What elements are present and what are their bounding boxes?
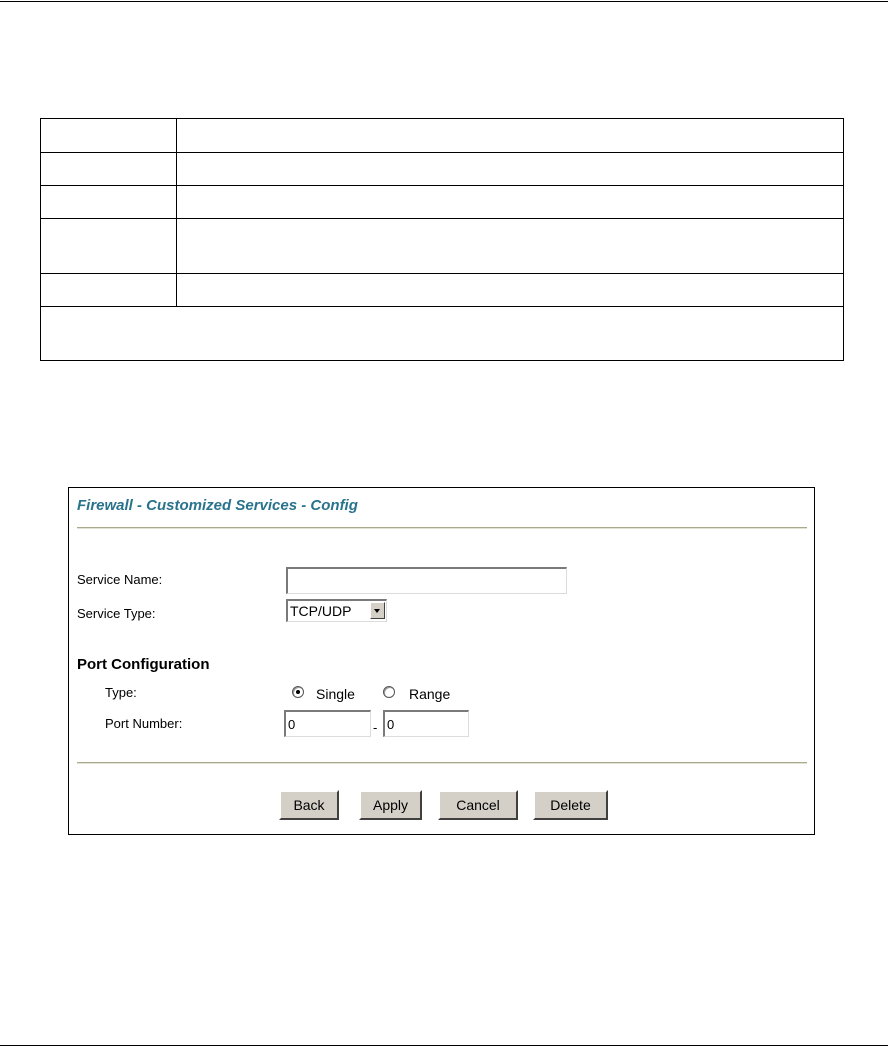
- back-button[interactable]: Back: [279, 790, 339, 820]
- customized-services-config-dialog: [68, 487, 815, 835]
- delete-button[interactable]: Delete: [533, 790, 608, 820]
- radio-selected-dot: [296, 690, 300, 694]
- chevron-down-icon[interactable]: [370, 602, 385, 619]
- title-separator: [77, 527, 807, 529]
- service-type-label: Service Type:: [77, 606, 156, 621]
- port-configuration-heading: Port Configuration: [77, 656, 210, 673]
- range-radio[interactable]: [383, 686, 395, 698]
- cancel-button[interactable]: Cancel: [438, 790, 518, 820]
- table-row: [41, 219, 844, 274]
- service-name-input[interactable]: [286, 567, 567, 594]
- footer-separator: [77, 762, 807, 764]
- port-number-label: Port Number:: [105, 716, 183, 731]
- service-type-select[interactable]: [286, 599, 387, 622]
- table-row: [41, 274, 844, 307]
- dialog-title: Firewall - Customized Services - Config: [77, 497, 358, 514]
- port-start-input[interactable]: [284, 710, 371, 737]
- single-radio[interactable]: [292, 686, 304, 698]
- port-end-input[interactable]: [383, 710, 469, 737]
- single-radio-label[interactable]: Single: [316, 686, 355, 702]
- table-row: [41, 186, 844, 219]
- service-type-value: TCP/UDP: [290, 603, 352, 619]
- reference-table: [40, 118, 844, 361]
- port-type-label: Type:: [105, 685, 137, 700]
- apply-button[interactable]: Apply: [359, 790, 422, 820]
- table-row: [41, 307, 844, 361]
- bottom-rule: [0, 1045, 888, 1046]
- service-name-label: Service Name:: [77, 572, 163, 587]
- table-row: [41, 119, 844, 153]
- table-row: [41, 153, 844, 186]
- port-range-separator: -: [373, 720, 378, 735]
- top-rule: [0, 1, 888, 2]
- range-radio-label[interactable]: Range: [409, 686, 451, 702]
